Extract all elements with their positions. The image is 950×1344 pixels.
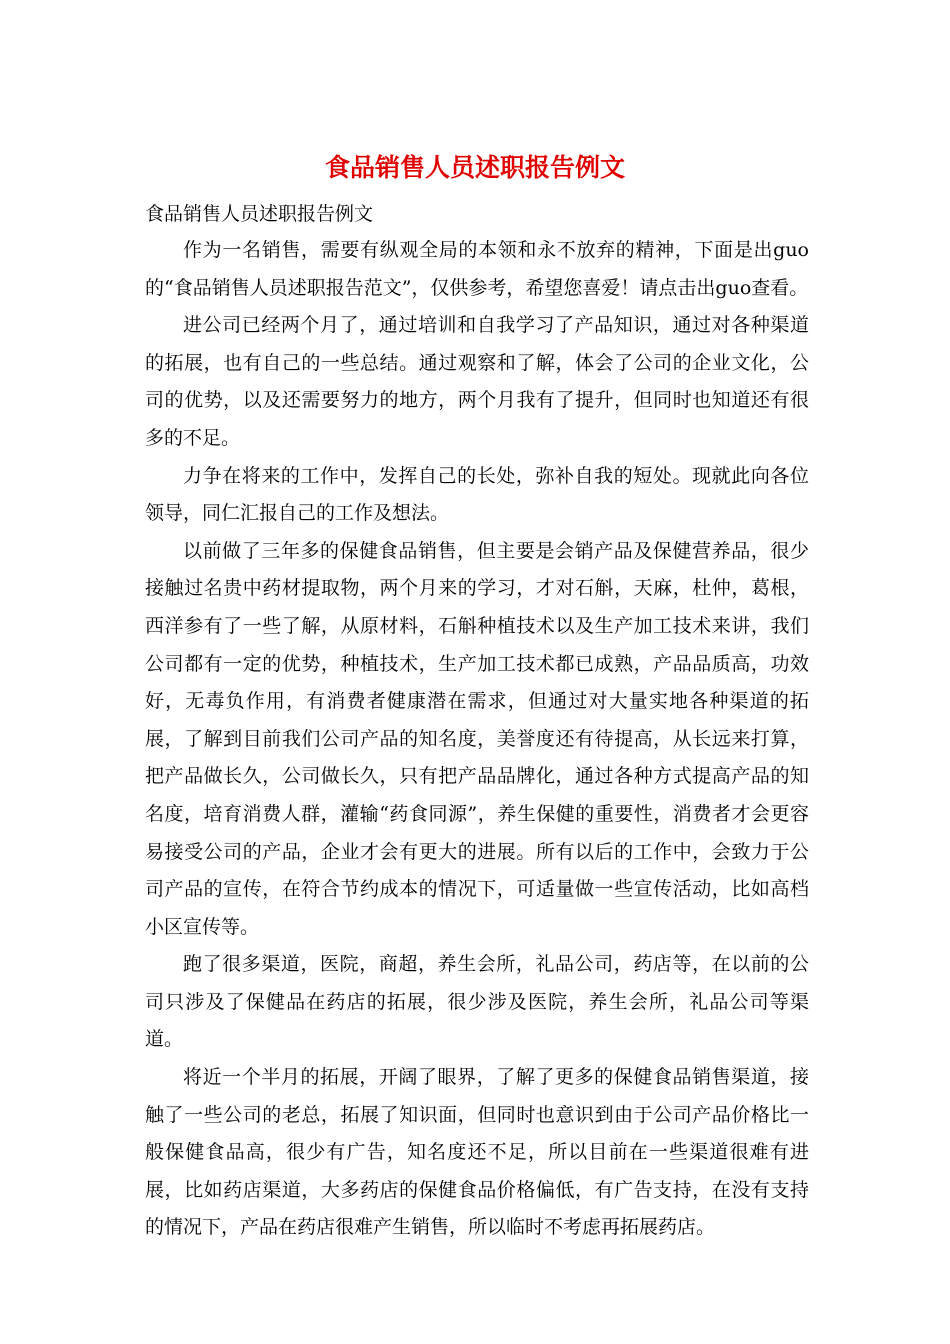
paragraph: 作为一名销售，需要有纵观全局的本领和永不放弃的精神，下面是出guo的“食品销售人员述职报告范文”，仅供参考，希望您喜爱！请点击出guo查看。 xyxy=(145,239,809,299)
paragraph: 以前做了三年多的保健食品销售，但主要是会销产品及保健营养品，很少接触过名贵中药材提取物，两个月来的学习，才对石斛，天麻，杜仲，葛根，西洋参有了一些了解，从原材料，石斛种植技术以及生产加工技术来讲，我们公司都有一定的优势，种植技术，生产加工技术都已成熟，产品品质高，功效好，无毒负作用，有消费者健康潜在需求，但通过对大量实地各种渠道的拓展，了解到目前我们公司产品的知名度，美誉度还有待提高，从长远来打算，把产品做长久，公司做长久，只有把产品品牌化，通过各种方式提高产品的知名度，培育消费人群，灌输“药食同源”，养生保健的重要性，消费者才会更容易接受公司的产品，企业才会有更大的进展。所有以后的工作中，会致力于公司产品的宣传，在符合节约成本的情况下，可适量做一些宣传活动，比如高档小区宣传等。 xyxy=(145,539,809,938)
paragraph: 跑了很多渠道，医院，商超，养生会所，礼品公司，药店等，在以前的公司只涉及了保健品在药店的拓展，很少涉及医院，养生会所，礼品公司等渠道。 xyxy=(145,953,809,1051)
paragraph: 力争在将来的工作中，发挥自己的长处，弥补自我的短处。现就此向各位领导，同仁汇报自己的工作及想法。 xyxy=(145,464,809,525)
document-body xyxy=(145,196,809,1247)
paragraph: 进公司已经两个月了，通过培训和自我学习了产品知识，通过对各种渠道的拓展，也有自己的一些总结。通过观察和了解，体会了公司的企业文化，公司的优势，以及还需要努力的地方，两个月我有了提升，但同时也知道还有很多的不足。 xyxy=(145,314,809,449)
paragraph: 将近一个半月的拓展，开阔了眼界，了解了更多的保健食品销售渠道，接触了一些公司的老总，拓展了知识面，但同时也意识到由于公司产品价格比一般保健食品高，很少有广告，知名度还不足，所以目前在一些渠道很难有进展，比如药店渠道，大多药店的保健食品价格偏低，有广告支持，在没有支持的情况下，产品在药店很难产生销售，所以临时不考虑再拓展药店。 xyxy=(145,1066,809,1239)
document-subtitle: 食品销售人员述职报告例文 xyxy=(145,203,374,225)
document-title: 食品销售人员述职报告例文 xyxy=(324,153,625,182)
